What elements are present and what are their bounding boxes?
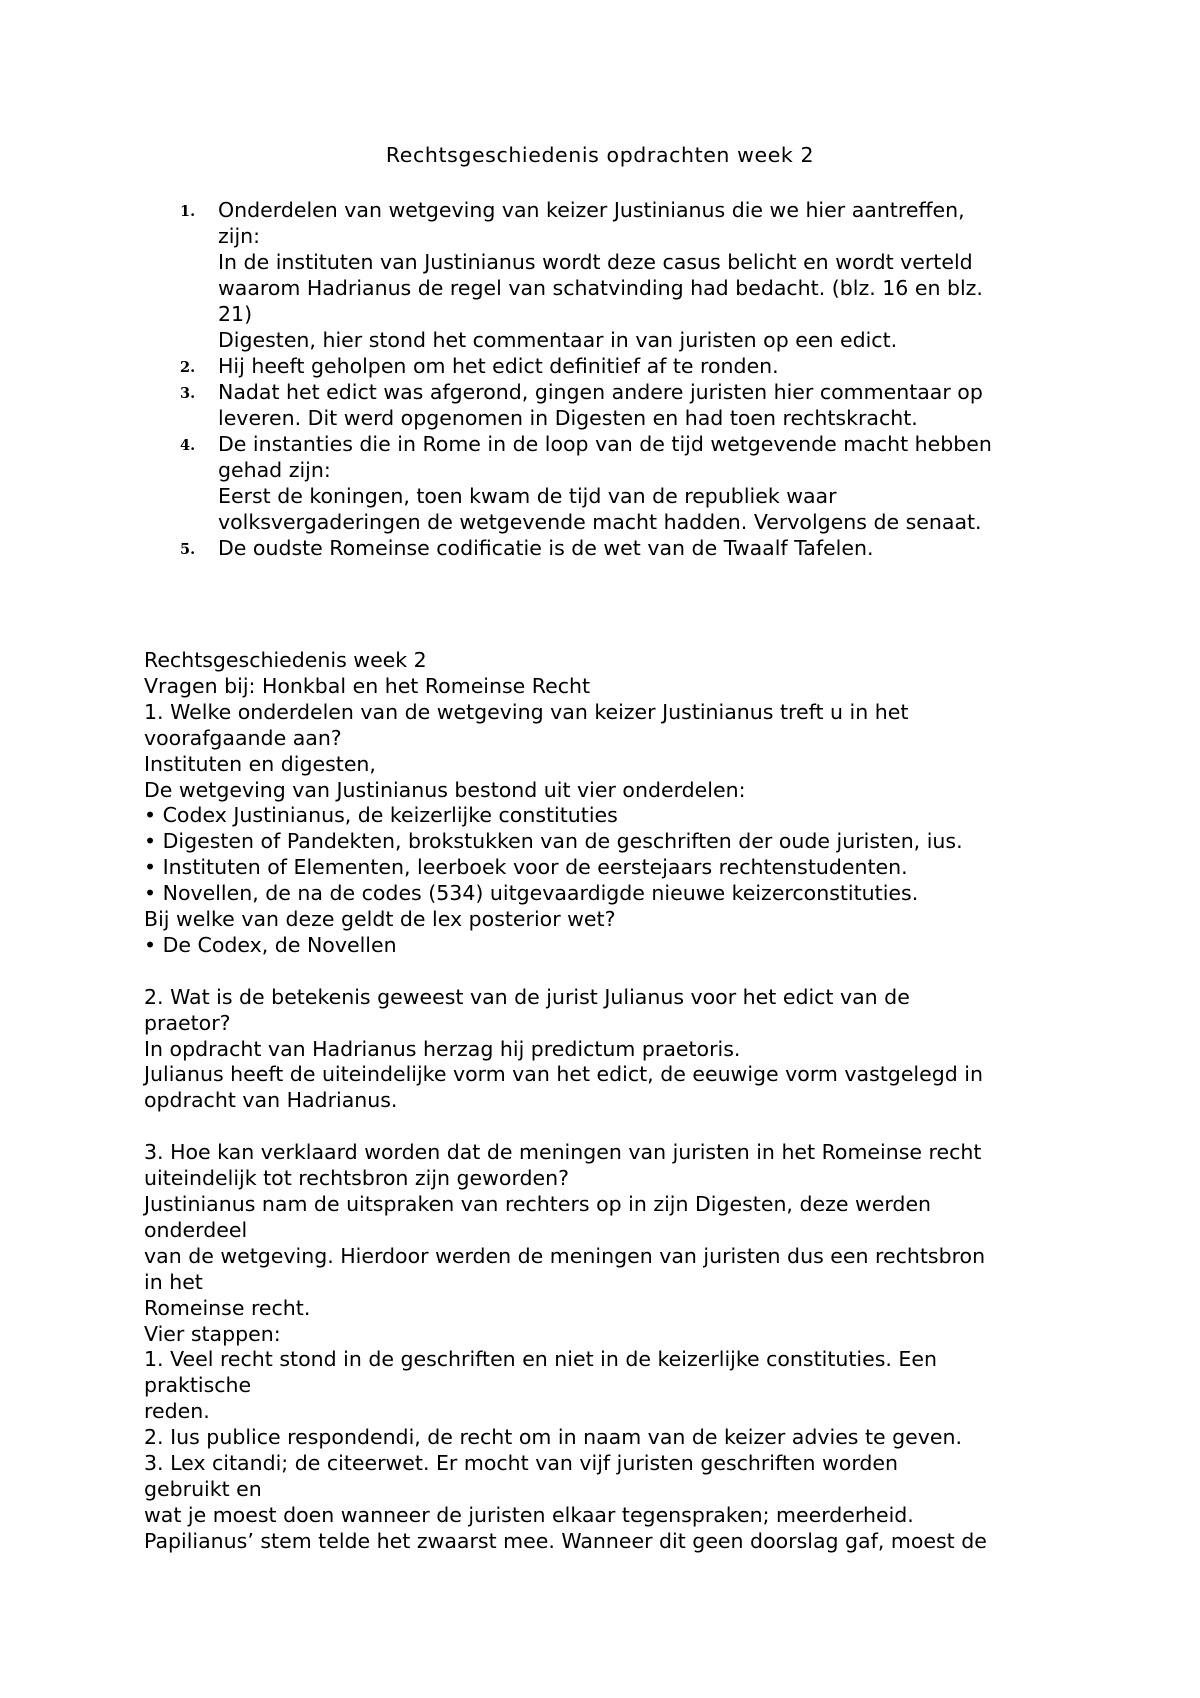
- numbered-answer-item: [0, 431, 1078, 535]
- item-text-line: leveren. Dit werd opgenomen in Digesten en had toen rechtskracht.: [218, 406, 918, 430]
- item-text-line: Nadat het edict was afgerond, gingen andere juristen hier commentaar op: [218, 380, 983, 404]
- body-text-line: Bij welke van deze geldt de lex posterior wet?: [144, 907, 616, 932]
- body-text-line: Julianus heeft de uiteindelijke vorm van het edict, de eeuwige vorm vastgelegd in: [144, 1062, 983, 1087]
- item-text-line: De oudste Romeinse codificatie is de wet van de Twaalf Tafelen.: [218, 536, 874, 560]
- item-number: 1.: [180, 203, 196, 220]
- body-text-line: • Digesten of Pandekten, brokstukken van de geschriften der oude juristen, ius.: [144, 829, 963, 854]
- item-number: 5.: [180, 541, 196, 558]
- body-text-line: reden.: [144, 1399, 210, 1424]
- body-text-line: De wetgeving van Justinianus bestond uit vier onderdelen:: [144, 777, 746, 802]
- body-text-line: Romeinse recht.: [144, 1295, 311, 1320]
- body-text-line: 3. Hoe kan verklaard worden dat de meningen van juristen in het Romeinse recht: [144, 1140, 982, 1165]
- body-text-line: 1. Welke onderdelen van de wetgeving van keizer Justinianus treft u in het: [144, 699, 909, 724]
- numbered-answer-list: [0, 197, 1200, 561]
- body-text-line: in het: [144, 1269, 203, 1294]
- body-text-line: 3. Lex citandi; de citeerwet. Er mocht van vijf juristen geschriften worden: [144, 1451, 899, 1476]
- body-text-line: van de wetgeving. Hierdoor werden de meningen van juristen dus een rechtsbron: [144, 1243, 986, 1268]
- body-text-line: Rechtsgeschiedenis week 2: [144, 648, 427, 672]
- item-text-line: volksvergaderingen de wetgevende macht hadden. Vervolgens de senaat.: [218, 510, 982, 534]
- numbered-answer-item: [0, 353, 1078, 379]
- body-text-line: 2. Ius publice respondendi, de recht om in naam van de keizer advies te geven.: [144, 1425, 963, 1450]
- body-text-line: Vragen bij: Honkbal en het Romeinse Recht: [144, 673, 591, 698]
- item-text-line: 21): [218, 302, 253, 326]
- item-text-line: zijn:: [218, 224, 261, 248]
- item-text-line: De instanties die in Rome in de loop van de tijd wetgevende macht hebben: [218, 432, 992, 456]
- item-text-line: Eerst de koningen, toen kwam de tijd van de republiek waar: [218, 484, 837, 508]
- item-number: 2.: [180, 359, 196, 376]
- body-text-line: Instituten en digesten,: [144, 751, 376, 776]
- body-text-line: Justinianus nam de uitspraken van rechters op in zijn Digesten, deze werden: [144, 1192, 932, 1216]
- item-text-line: Hij heeft geholpen om het edict definitief af te ronden.: [218, 354, 779, 378]
- body-text-line: 2. Wat is de betekenis geweest van de jurist Julianus voor het edict van de: [144, 984, 910, 1009]
- item-text-line: In de instituten van Justinianus wordt deze casus belicht en wordt verteld: [218, 250, 973, 274]
- body-text-line: • Novellen, de na de codes (534) uitgevaardigde nieuwe keizerconstituties.: [144, 881, 919, 906]
- body-text-line: praktische: [144, 1373, 252, 1398]
- item-text-line: Onderdelen van wetgeving van keizer Justinianus die we hier aantreffen,: [218, 198, 965, 222]
- body-text-line: • Codex Justinianus, de keizerlijke constituties: [144, 803, 618, 828]
- body-text-line: Vier stappen:: [144, 1321, 281, 1346]
- body-text-line: In opdracht van Hadrianus herzag hij predictum praetoris.: [144, 1036, 741, 1061]
- questions-and-answers-section: [144, 648, 1084, 1555]
- body-text-line: onderdeel: [144, 1217, 248, 1242]
- document-title: Rechtsgeschiedenis opdrachten week 2: [385, 143, 815, 167]
- blank-line: [144, 1114, 1084, 1140]
- item-text-line: gehad zijn:: [218, 458, 331, 482]
- numbered-answer-item: [0, 197, 1078, 353]
- item-text-line: waarom Hadrianus de regel van schatvinding had bedacht. (blz. 16 en blz.: [218, 276, 983, 300]
- body-text-line: Papilianus’ stem telde het zwaarst mee. Wanneer dit geen doorslag gaf, moest de: [144, 1528, 987, 1553]
- body-text-line: voorafgaande aan?: [144, 725, 342, 750]
- numbered-answer-item: [0, 535, 1078, 561]
- body-text-line: wat je moest doen wanneer de juristen elkaar tegenspraken; meerderheid.: [144, 1502, 914, 1527]
- body-text-line: • De Codex, de Novellen: [144, 932, 397, 957]
- body-text-line: opdracht van Hadrianus.: [144, 1088, 398, 1113]
- body-text-line: • Instituten of Elementen, leerboek voor de eerstejaars rechtenstudenten.: [144, 855, 908, 880]
- body-text-line: uiteindelijk tot rechtsbron zijn geworden?: [144, 1166, 570, 1191]
- body-text-line: 1. Veel recht stond in de geschriften en niet in de keizerlijke constituties. Een: [144, 1347, 937, 1372]
- item-number: 4.: [180, 437, 196, 454]
- item-text-line: Digesten, hier stond het commentaar in van juristen op een edict.: [218, 328, 898, 352]
- body-text-line: gebruikt en: [144, 1476, 262, 1501]
- body-text-line: praetor?: [144, 1010, 231, 1035]
- blank-line: [144, 959, 1084, 985]
- item-number: 3.: [180, 385, 196, 402]
- numbered-answer-item: [0, 379, 1078, 431]
